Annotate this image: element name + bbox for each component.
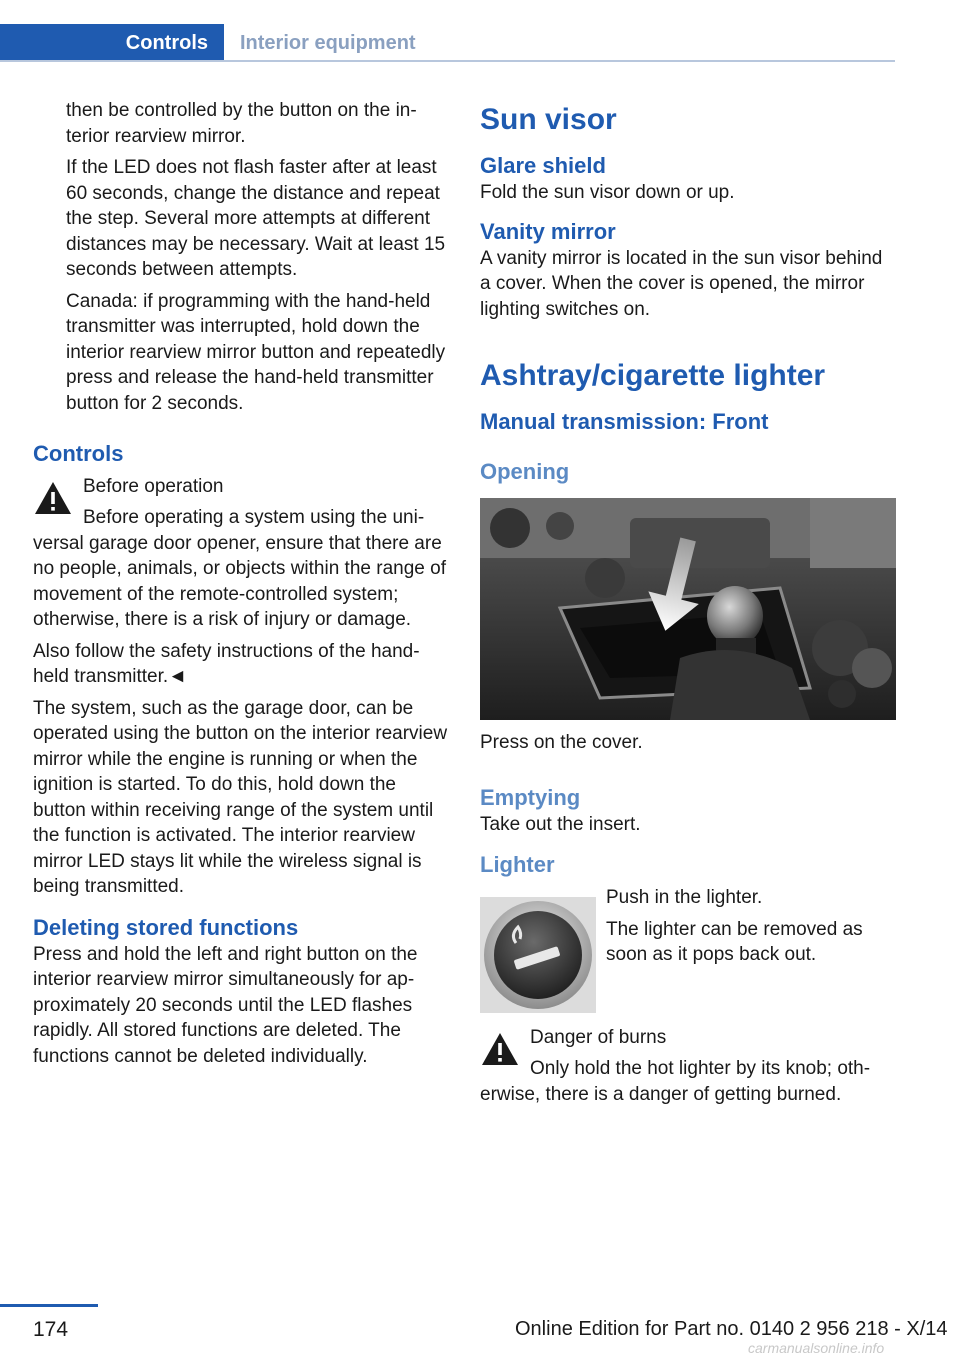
heading-manual-transmission: Manual transmission: Front bbox=[480, 409, 769, 434]
tab-controls[interactable]: Controls bbox=[0, 24, 224, 62]
warning-title: Before operation bbox=[83, 476, 224, 497]
lighter-photo bbox=[480, 897, 596, 1013]
paragraph: A vanity mirror is located in the sun visor behind a cover. When the cover is opened, the mirror lighting switches on. bbox=[480, 247, 883, 320]
warning-body: Only hold the hot lighter by its knob; otherwise, there is a danger of getting burned. bbox=[480, 1058, 871, 1105]
heading-vanity-mirror: Vanity mirror bbox=[480, 218, 616, 244]
warning-body: Before operating a system using the universal garage door opener, ensure that there are no people, animals, or objects within the range of movement of the remote-controlled system; otherwise, there is a risk of injury or damage. bbox=[33, 507, 446, 630]
lighter-icon bbox=[480, 897, 596, 1013]
lighter-section bbox=[480, 885, 896, 1003]
warning-danger-of-burns bbox=[480, 1025, 896, 1107]
ashtray-illustration bbox=[480, 498, 896, 720]
section-heading-deleting: Deleting stored functions bbox=[33, 914, 299, 940]
paragraph: Press and hold the left and right button on the interior rearview mirror simultaneously for approximately 20 seconds until the LED flashes rapidly. All stored functions are deleted. The functions cannot be deleted individually. bbox=[33, 943, 418, 1067]
right-column bbox=[480, 98, 896, 1107]
section-heading-controls: Controls bbox=[33, 441, 124, 466]
paragraph: Take out the insert. bbox=[480, 813, 641, 835]
edition-text: Online Edition for Part no. 0140 2 956 218 - X/14 bbox=[515, 1318, 948, 1340]
warning-icon bbox=[480, 1031, 520, 1067]
left-column bbox=[33, 98, 448, 1075]
paragraph: then be controlled by the button on the interior rearview mirror. bbox=[66, 100, 417, 147]
heading-opening: Opening bbox=[480, 459, 570, 484]
heading-sun-visor: Sun visor bbox=[480, 103, 617, 136]
warning-before-operation bbox=[33, 474, 448, 633]
paragraph: The system, such as the garage door, can be operated using the button on the interior rearview mirror while the engine is running or when the ignition is started. To do this, hold down the button within receiving range of the system until the function is activated. The interior rearview mirror LED stays lit while the wireless signal is being transmitted. bbox=[33, 697, 448, 897]
heading-lighter: Lighter bbox=[480, 852, 555, 877]
warning-title: Danger of burns bbox=[530, 1027, 667, 1048]
watermark: carmanualsonline.info bbox=[748, 1340, 885, 1356]
heading-ashtray: Ashtray/cigarette lighter bbox=[480, 359, 826, 392]
tab-interior-equipment[interactable]: Interior equipment bbox=[240, 31, 416, 54]
paragraph: Push in the lighter. bbox=[606, 887, 763, 908]
paragraph: Canada: if programming with the hand-held transmitter was interrupted, hold down the interior rearview mirror button and repeatedly press and release the hand-held transmitter button for 2 seconds. bbox=[66, 290, 446, 414]
paragraph: If the LED does not flash faster after at least 60 seconds, change the distance and repeat the step. Several more attempts at different distances may be necessary. Wait at least 15 seconds between attempts. bbox=[66, 157, 446, 280]
paragraph: Press on the cover. bbox=[480, 732, 643, 753]
page-number: 174 bbox=[33, 1318, 69, 1341]
heading-emptying: Emptying bbox=[480, 784, 581, 810]
warning-icon bbox=[33, 480, 73, 516]
ashtray-photo bbox=[480, 498, 896, 720]
footer-rule bbox=[0, 1304, 98, 1307]
paragraph: Also follow the safety instructions of the hand-held transmitter.◄ bbox=[33, 640, 420, 687]
page-header bbox=[0, 24, 895, 62]
paragraph: Fold the sun visor down or up. bbox=[480, 182, 735, 203]
paragraph: The lighter can be removed as soon as it pops back out. bbox=[606, 918, 863, 965]
lighter-instructions bbox=[606, 885, 896, 974]
heading-glare-shield: Glare shield bbox=[480, 153, 606, 178]
header-rule bbox=[0, 60, 895, 62]
